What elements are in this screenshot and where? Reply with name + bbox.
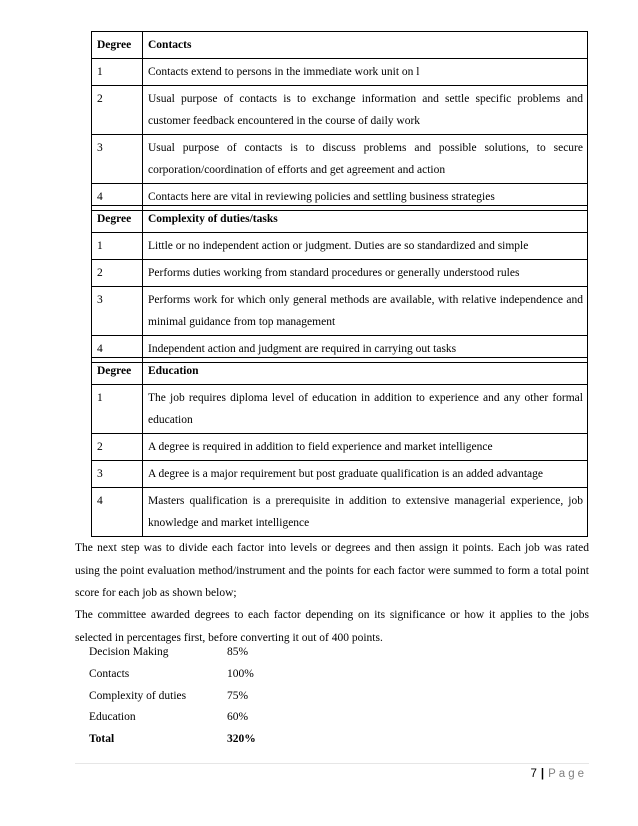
factor-name: Decision Making xyxy=(89,646,169,658)
body-paragraph: The committee awarded degrees to each factor depending on its significance or how it applies to the jobs selected in percentages first, before converting it out of 400 points. xyxy=(75,609,589,644)
degree-cell: 4 xyxy=(92,488,143,537)
footer-divider xyxy=(75,763,589,764)
table-row xyxy=(92,434,588,461)
description-cell: Performs duties working from standard procedures or generally understood rules xyxy=(143,260,588,287)
description-cell: Usual purpose of contacts is to discuss problems and possible solutions, to secure corporation/coordination of efforts and get agreement and action xyxy=(143,135,588,184)
table-header-row xyxy=(92,32,588,59)
factor-header: Contacts xyxy=(143,32,588,59)
description-cell: Little or no independent action or judgment. Duties are so standardized and simple xyxy=(143,233,588,260)
description-cell: Contacts here are vital in reviewing policies and settling business strategies xyxy=(143,184,588,211)
table-header-row xyxy=(92,358,588,385)
description-cell: Usual purpose of contacts is to exchange information and settle specific problems and customer feedback encountered in the course of daily work xyxy=(143,86,588,135)
contacts-degree-table xyxy=(91,31,588,211)
factor-name: Complexity of duties xyxy=(89,689,187,702)
degree-cell: 1 xyxy=(92,233,143,260)
description-cell: A degree is required in addition to field experience and market intelligence xyxy=(143,434,588,461)
degree-header: Degree xyxy=(92,358,143,385)
table-row xyxy=(92,287,588,336)
page-word: Page xyxy=(548,768,587,780)
degree-header: Degree xyxy=(92,32,143,59)
description-cell: Performs work for which only general methods are available, with relative independence and minimal guidance from top management xyxy=(143,287,588,336)
degree-cell: 2 xyxy=(92,86,143,135)
degree-cell: 2 xyxy=(92,260,143,287)
degree-cell: 3 xyxy=(92,135,143,184)
table-row xyxy=(92,488,588,537)
complexity-degree-table xyxy=(91,205,588,363)
table-row xyxy=(92,233,588,260)
table-row xyxy=(92,86,588,135)
factor-name: Contacts xyxy=(89,667,130,680)
body-paragraph: The next step was to divide each factor into levels or degrees and then assign it points. Each job was rated using the point evaluation method/instrument and the points for each factor were summed to form a total point score for each job as shown below; xyxy=(75,542,589,599)
factor-value: 75% xyxy=(227,689,249,702)
table-row xyxy=(92,385,588,434)
degree-cell: 1 xyxy=(92,385,143,434)
page-number: 7 xyxy=(530,768,537,780)
list-item xyxy=(89,642,256,664)
description-cell: Contacts extend to persons in the immediate work unit on l xyxy=(143,59,588,86)
education-degree-table xyxy=(91,357,588,537)
description-cell: A degree is a major requirement but post graduate qualification is an added advantage xyxy=(143,461,588,488)
table-header-row xyxy=(92,206,588,233)
page-footer xyxy=(531,768,587,780)
degree-header: Degree xyxy=(92,206,143,233)
table-row xyxy=(92,461,588,488)
degree-cell: 4 xyxy=(92,336,143,363)
factor-value: 85% xyxy=(227,646,249,658)
description-cell: Masters qualification is a prerequisite in addition to extensive managerial experience, job knowledge and market intelligence xyxy=(143,488,588,537)
factor-score-list xyxy=(89,642,256,751)
list-item xyxy=(89,707,256,729)
table-row xyxy=(92,260,588,287)
total-value: 320% xyxy=(227,733,256,746)
total-label: Total xyxy=(89,733,115,746)
description-cell: Independent action and judgment are required in carrying out tasks xyxy=(143,336,588,363)
degree-cell: 3 xyxy=(92,461,143,488)
list-item xyxy=(89,664,256,686)
factor-value: 60% xyxy=(227,711,249,724)
factor-name: Education xyxy=(89,711,136,724)
degree-cell: 1 xyxy=(92,59,143,86)
table-row xyxy=(92,135,588,184)
factor-value: 100% xyxy=(227,667,254,680)
degree-cell: 3 xyxy=(92,287,143,336)
list-item xyxy=(89,686,256,708)
degree-cell: 4 xyxy=(92,184,143,211)
factor-header: Education xyxy=(143,358,588,385)
description-cell: The job requires diploma level of education in addition to experience and any other formal education xyxy=(143,385,588,434)
table-row xyxy=(92,59,588,86)
factor-header: Complexity of duties/tasks xyxy=(143,206,588,233)
footer-separator: | xyxy=(540,768,545,780)
degree-cell: 2 xyxy=(92,434,143,461)
total-row xyxy=(89,729,256,751)
